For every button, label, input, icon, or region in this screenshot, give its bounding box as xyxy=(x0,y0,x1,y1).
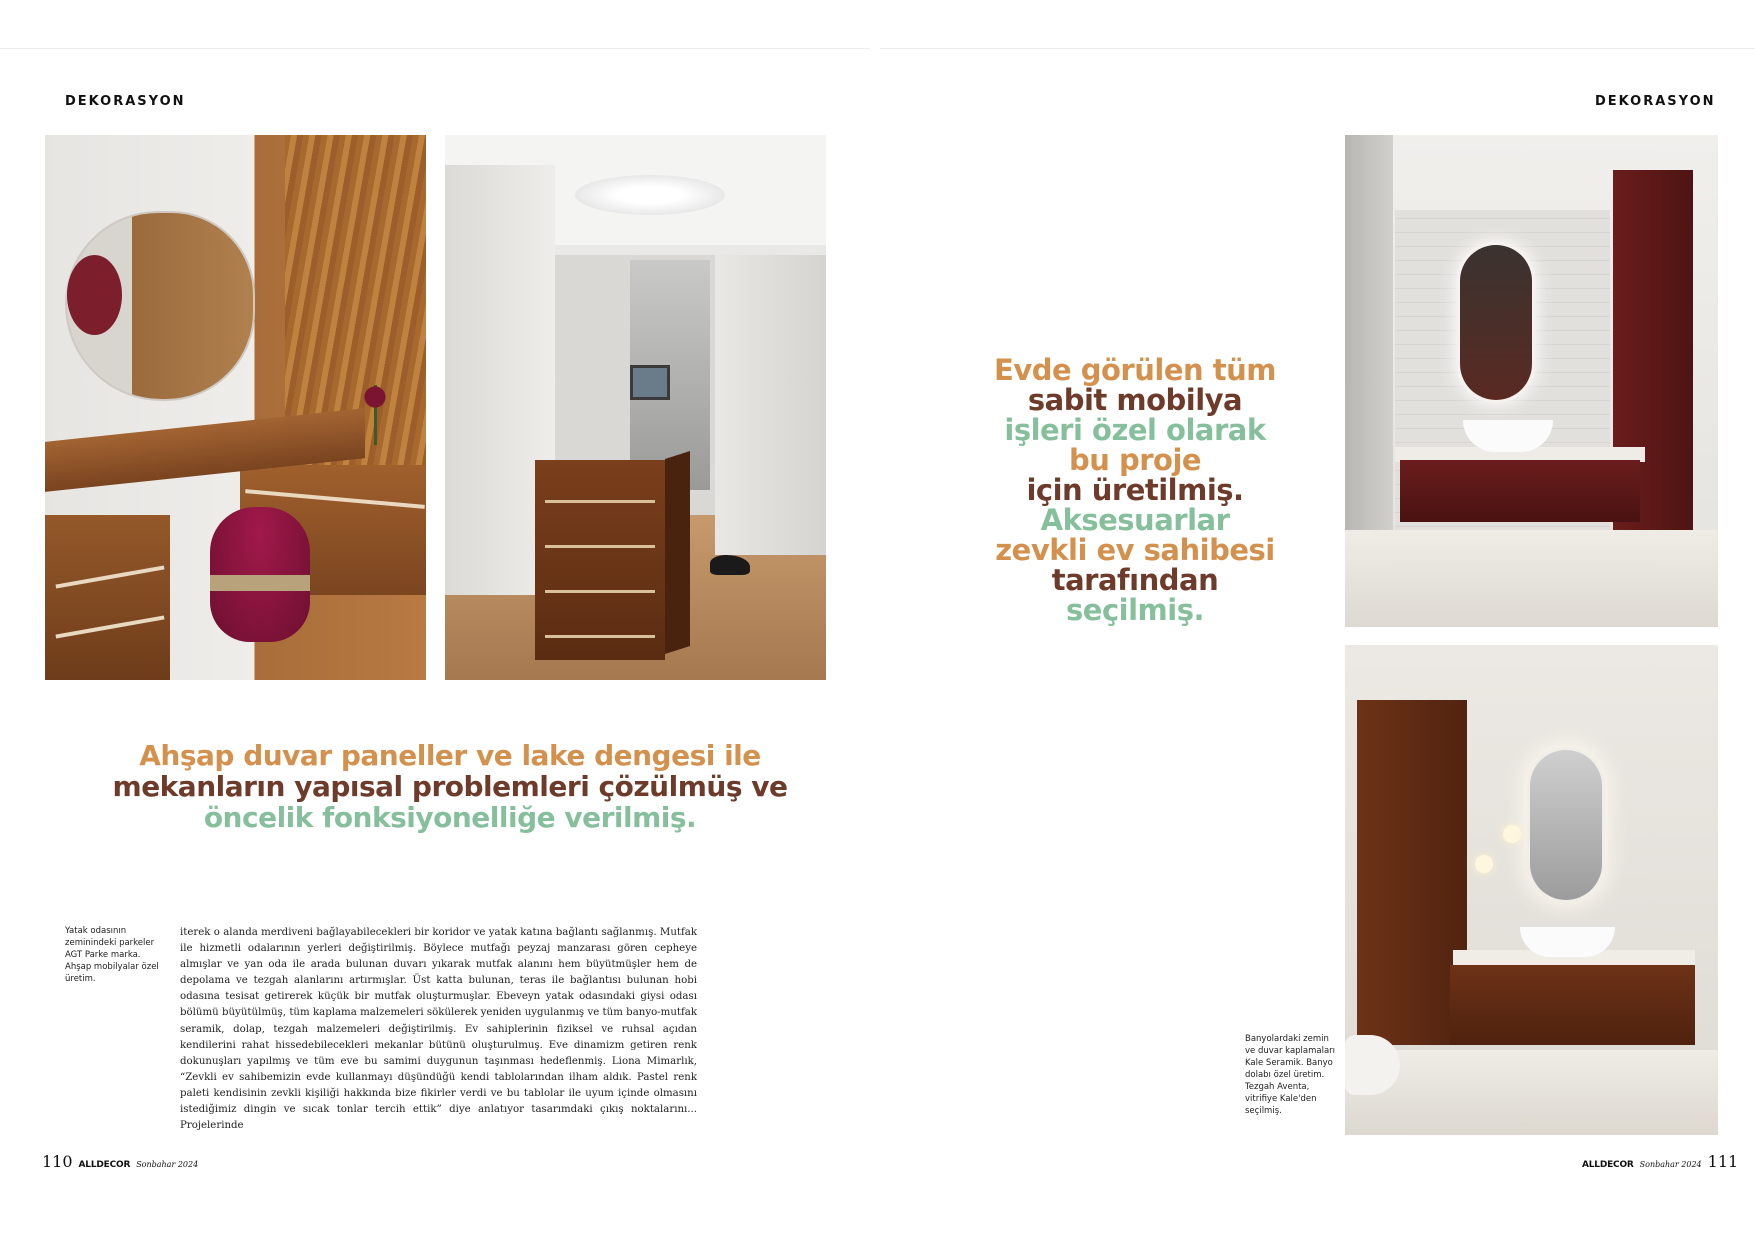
vanity-cabinet xyxy=(1450,965,1695,1045)
pull-quote-line: tarafından xyxy=(1051,563,1219,597)
vanity-cabinet xyxy=(1400,460,1640,522)
article-body: iterek o alanda merdiveni bağlayabilecekleri bir koridor ve yatak katına bağlantı sağlanmış. Mutfak ile hizmetli odalarının yerleri değiştirilmiş. Böylece mutfağı peyzaj manzarası gören cepheye almışlar ve yan oda ile arada bulunan duvarı yıkarak mutfak alanını hem büyütmüşler hem de depolama ve tezgah alanlarını artırmışlar. Üst katta bulunan, teras ile bağlantısı bulunan hobi odasına tesisat getirerek küçük bir mutfak oluşturmuşlar. Ebeveyn yatak odasındaki giysi odası bölümü büyütülmüş, tüm kaplama malzemeleri sökülerek yeniden uygulanmış ve tüm banyo-mutfak seramik, dolap, tezgah malzemeleri değiştirilmiş. Ev sahiplerinin fiziksel ve ruhsal açıdan kendilerini rahat hissedebilecekleri mekanlar bütünü oluşturulmuş. Eve dinamizm getiren renk dokunuşları yapılmış ve tüm eve bu samimi duygunun taşınması hedeflenmiş. Liona Mimarlık, “Zevkli ev sahibemizin evde kullanmayı düşündüğü kendi tablolarından ilham aldık. Pastel renk paleti kendisinin zevkli kişiliği hakkında bize fikirler verdi ve bu tablolar ile uyum içinde olmasını istediğimiz dingin ve sıcak tonlar tercih ettik” diye anlatıyor tasarımdaki çıkış noktalarını... Projelerinde xyxy=(180,927,697,1132)
drawer-island-side xyxy=(665,451,690,654)
pull-quote-line: zevkli ev sahibesi xyxy=(995,533,1275,567)
pouf-band xyxy=(210,575,310,591)
drawer-handle xyxy=(545,545,655,548)
drawer-handle xyxy=(545,590,655,593)
footer-right xyxy=(1582,1152,1738,1171)
backlit-mirror xyxy=(1530,750,1602,900)
backlit-mirror xyxy=(1460,245,1532,400)
basin xyxy=(1520,927,1615,957)
top-rule-right xyxy=(880,48,1755,49)
pull-quote-line: seçilmiş. xyxy=(1066,593,1204,627)
pull-quote-left xyxy=(70,740,830,833)
section-label-left: DEKORASYON xyxy=(65,94,186,109)
issue-label: Sonbahar 2024 xyxy=(1639,1160,1702,1169)
drawer-unit-left xyxy=(45,515,170,680)
drawer-island xyxy=(535,460,665,660)
drawer-handle xyxy=(545,500,655,503)
red-circle-accent xyxy=(67,255,122,335)
pull-quote-line: öncelik fonksiyonelliğe verilmiş. xyxy=(203,801,697,834)
bathroom-photo-top xyxy=(1345,135,1718,627)
wall-painting xyxy=(630,365,670,400)
floor xyxy=(1345,530,1718,627)
pull-quote-line: Ahşap duvar paneller ve lake dengesi ile xyxy=(139,739,761,772)
pull-quote-line: Aksesuarlar xyxy=(1040,503,1230,537)
pendant-lamp xyxy=(1475,855,1493,873)
drawer-handle xyxy=(545,635,655,638)
closet-photo xyxy=(445,135,826,680)
pull-quote-line: mekanların yapısal problemleri çözülmüş ve xyxy=(112,770,788,803)
vanity-photo xyxy=(45,135,426,680)
wardrobe-right xyxy=(715,255,826,555)
footer-left xyxy=(42,1152,198,1171)
page-number: 111 xyxy=(1707,1152,1739,1171)
floor xyxy=(1345,1050,1718,1135)
top-rule-left xyxy=(0,48,870,49)
ceiling-fan xyxy=(575,175,725,215)
pull-quote-line: sabit mobilya xyxy=(1027,383,1243,417)
pull-quote-line: işleri özel olarak xyxy=(1004,413,1266,447)
pull-quote-line: Evde görülen tüm xyxy=(994,353,1276,387)
magazine-brand: ALLDECOR xyxy=(78,1160,131,1170)
photo-caption-left: Yatak odasının zeminindeki parkeler AGT Parke marka. Ahşap mobilyalar özel üretim. xyxy=(65,926,159,984)
issue-label: Sonbahar 2024 xyxy=(136,1160,199,1169)
bathroom-photo-bottom xyxy=(1345,645,1718,1135)
pull-quote-line: bu proje xyxy=(1068,443,1202,477)
section-label-right: DEKORASYON xyxy=(1595,94,1716,109)
pendant-lamp xyxy=(1503,825,1521,843)
pull-quote-right xyxy=(975,355,1295,625)
page-number: 110 xyxy=(42,1152,73,1171)
pull-quote-line: için üretilmiş. xyxy=(1026,473,1244,507)
photo-caption-right: Banyolardaki zemin ve duvar kaplamaları Kale Seramik. Banyo dolabı özel üretim. Tezgah Aventa, vitrifiye Kale'den seçilmiş. xyxy=(1245,1034,1336,1116)
magazine-brand: ALLDECOR xyxy=(1582,1160,1634,1170)
